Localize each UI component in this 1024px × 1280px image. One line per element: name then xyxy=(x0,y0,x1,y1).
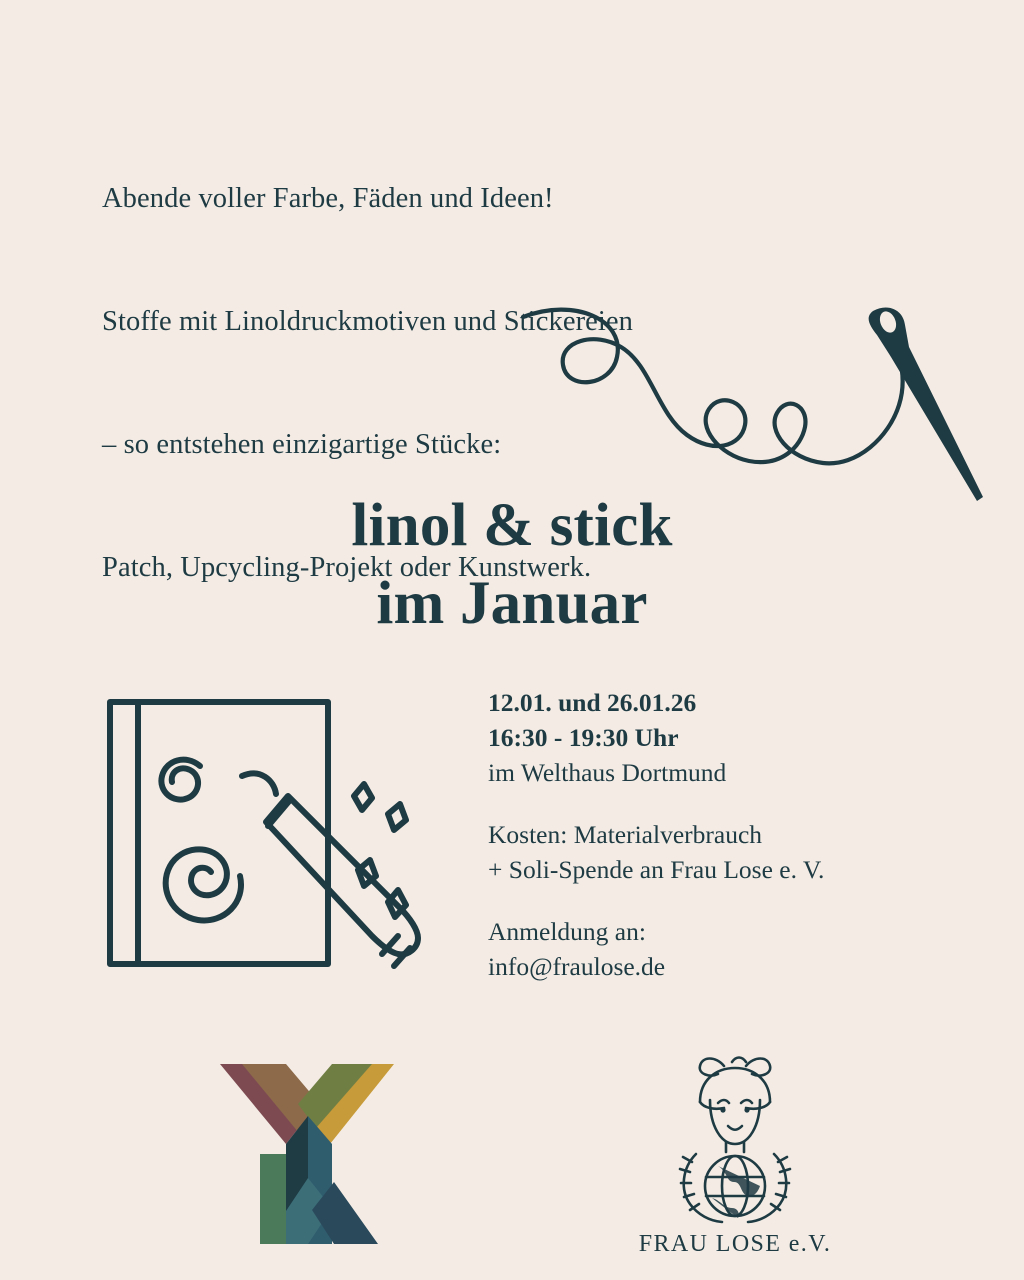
intro-line-4: Patch, Upcycling-Projekt oder Kunstwerk. xyxy=(102,552,592,583)
frau-lose-emblem-icon xyxy=(600,1046,870,1224)
event-dates: 12.01. und 26.01.26 xyxy=(488,688,697,717)
frau-lose-logo xyxy=(600,1046,870,1261)
intro-line-1: Abende voller Farbe, Fäden und Ideen! xyxy=(102,183,554,214)
cost-line-2: + Soli-Spende an Frau Lose e. V. xyxy=(488,855,825,884)
k-logo-svg xyxy=(212,1058,402,1248)
detail-when-where xyxy=(488,685,824,790)
detail-cost xyxy=(488,817,824,887)
title-line-2: im Januar xyxy=(376,570,648,637)
k-logo xyxy=(212,1058,402,1248)
needle-icon xyxy=(869,307,983,501)
signup-email[interactable]: info@fraulose.de xyxy=(488,952,666,981)
event-time: 16:30 - 19:30 Uhr xyxy=(488,723,679,752)
intro-line-2: Stoffe mit Linoldruckmotiven und Stickereien xyxy=(102,306,634,337)
event-venue: im Welthaus Dortmund xyxy=(488,758,727,787)
intro-line-3: – so entstehen einzigartige Stücke: xyxy=(102,429,502,460)
title-line-1: linol & stick xyxy=(351,492,673,559)
page-title xyxy=(0,487,1024,643)
cost-line-1: Kosten: Materialverbrauch xyxy=(488,820,763,849)
signup-label: Anmeldung an: xyxy=(488,917,646,946)
linocut-illustration-icon xyxy=(92,680,452,990)
detail-signup xyxy=(488,914,824,984)
event-details xyxy=(488,685,824,984)
linocut-svg xyxy=(92,680,452,990)
frau-lose-wordmark: FRAU LOSE e.V. xyxy=(638,1231,832,1257)
